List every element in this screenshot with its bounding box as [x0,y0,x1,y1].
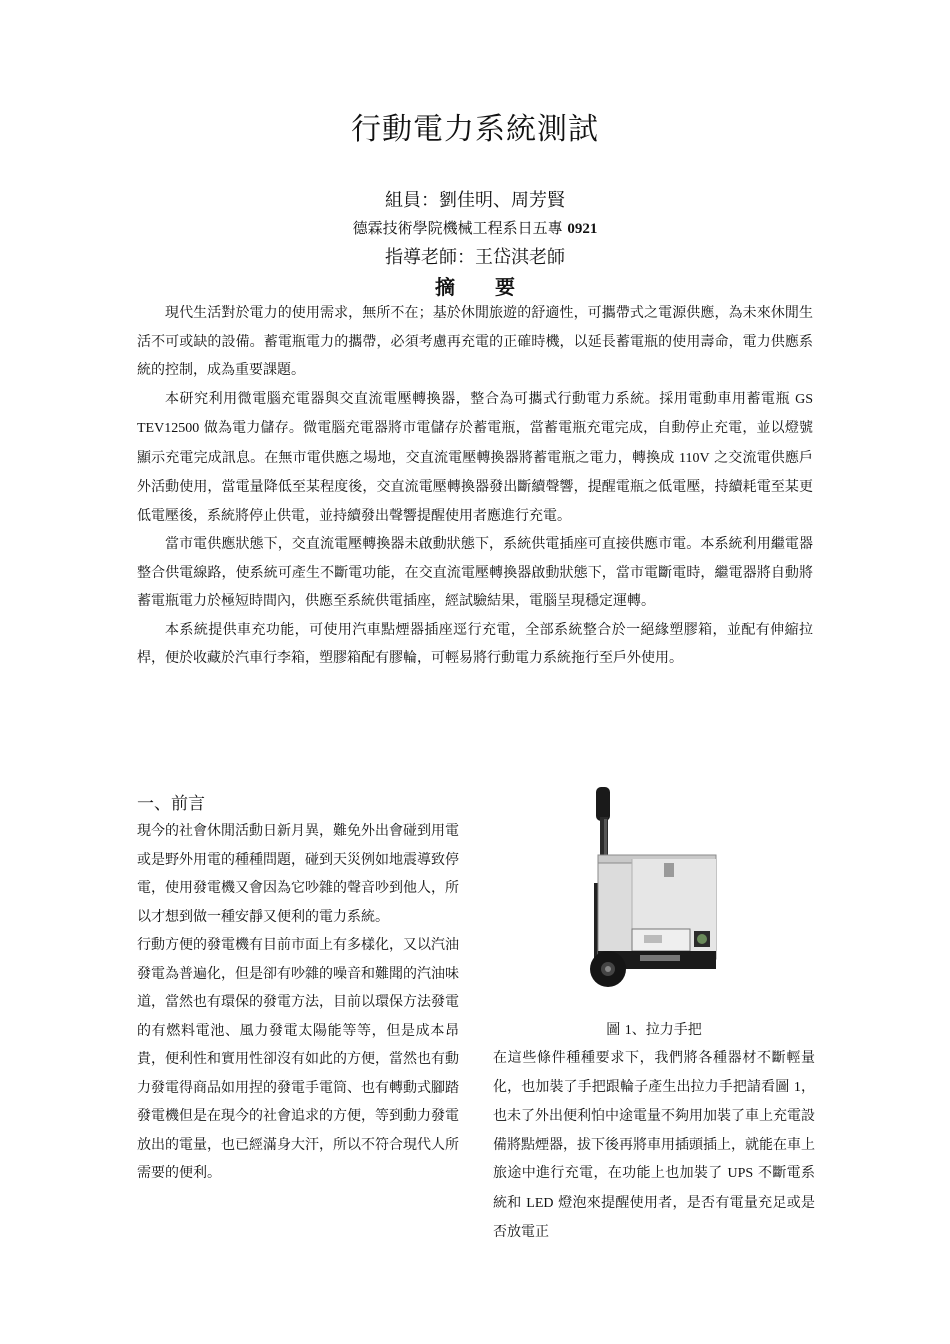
paper-title: 行動電力系統測試 [351,112,599,147]
abstract-paragraph-1: 現代生活對於電力的使用需求，無所不在；基於休閒旅遊的舒適性，可攜帶式之電源供應，為未來休閒生活不可或缺的設備。蓄電瓶電力的攜帶，必須考慮再充電的正確時機，以延長蓄電瓶的使用壽命，電力供應系統的控制，成為重要課題。 [137,305,813,378]
abstract-p2-part: 做為電力儲存。微電腦充電器將市電儲存於蓄電瓶，當蓄電瓶充電完成，自動停止充電，並以燈號顯示充電完成訊息。在無市電供應之場地，交直流電壓轉換器將蓄電瓶之電力，轉換成 [137,420,813,466]
caption-text: 、拉力手把 [631,1022,702,1038]
figure-ref-number: 1 [793,1079,801,1095]
class-number: 0921 [567,221,598,237]
battery-model: GS TEV12500 [137,391,814,436]
abstract-paragraph-2 [137,385,813,531]
led-term: LED [526,1195,554,1211]
advisor-line: 指導老師：王岱淇老師 [385,247,565,268]
voltage-value: 110V [678,450,710,466]
right-column [493,1044,815,1247]
right-text-part: 燈泡來提醒使用者，是否有電量充足或是否放電正 [493,1194,816,1240]
author-list: 組員：劉佳明、周芳賢 [385,190,565,211]
intro-paragraph-2: 行動方便的發電機有目前市面上有多樣化，又以汽油發電為普遍化，但是卻有吵雜的噪音和難聞的汽油味道，當然也有環保的發電方法，目前以環保方法發電的有燃料電池、風力發電太陽能等等，但是成本昂貴，便利性和實用性卻沒有如此的方便，當然也有動力發電得商品如用捏的發電手電筒、也有轉動式腳踏發電機但是在現今的社會追求的方便，等到動力發電放出的電量，也已經滿身大汗，所以不符合現代人所需要的便利。 [137,937,459,1181]
abstract-heading-char-2: 要 [495,275,515,299]
right-text-part: 不斷電系統和 [493,1165,816,1211]
section-heading-introduction: 一、前言 [137,794,205,814]
ups-term: UPS [727,1166,754,1181]
affiliation-text: 德霖技術學院機械工程系日五專 [352,219,563,237]
intro-paragraph-1: 現今的社會休閒活動日新月異，難免外出會碰到用電或是野外用電的種種問題，碰到天災例如地震導致停電，使用發電機又會因為它吵雜的聲音吵到他人，所以才想到做一種安靜又便利的電力系統。 [137,823,459,925]
abstract-body [137,299,813,673]
abstract-heading-char-1: 摘 [435,275,455,299]
left-column [137,817,459,1188]
caption-prefix: 圖 [606,1022,621,1038]
right-text-part: 在這些條件種種要求下，我們將各種器材不斷輕量化，也加裝了手把跟輪子產生出拉力手把請看圖 [493,1050,815,1095]
abstract-heading [0,271,950,300]
right-text-part: ，也未了外出便利怕中途電量不夠用加裝了車上充電設備將點煙器，拔下後再將車用插頭插上，就能在車上旅途中進行充電，在功能上也加裝了 [493,1078,816,1181]
caption-number: 1 [624,1023,632,1038]
figure-caption [493,1019,815,1039]
abstract-p2-part: 本研究利用微電腦充電器與交直流電壓轉換器，整合為可攜式行動電力系統。採用電動車用蓄電瓶 [165,390,791,407]
abstract-paragraph-4: 本系統提供車充功能，可使用汽車點煙器插座逕行充電，全部系統整合於一絕緣塑膠箱，並配有伸縮拉桿，便於收藏於汽車行李箱，塑膠箱配有膠輪，可輕易將行動電力系統拖行至戶外使用。 [137,621,813,666]
abstract-paragraph-3: 當市電供應狀態下，交直流電壓轉換器未啟動狀態下，系統供電插座可直接供應市電。本系統利用繼電器整合供電線路，使系統可產生不斷電功能，在交直流電壓轉換器啟動狀態下，當市電斷電時，繼電器將自動將蓄電瓶電力於極短時間內，供應至系統供電插座，經試驗結果，電腦呈現穩定運轉。 [137,536,813,609]
affiliation [0,217,950,238]
abstract-p2-part: 之交流電供應戶外活動使用，當電量降低至某程度後，交直流電壓轉換器發出斷續聲響，提醒電瓶之低電壓，持續耗電至某更低電壓後，系統將停止供電，並持續發出聲響提醒使用者應進行充電。 [137,449,814,524]
intro-paragraph-3 [493,1044,815,1247]
figure-pull-handle-photo [580,783,730,993]
